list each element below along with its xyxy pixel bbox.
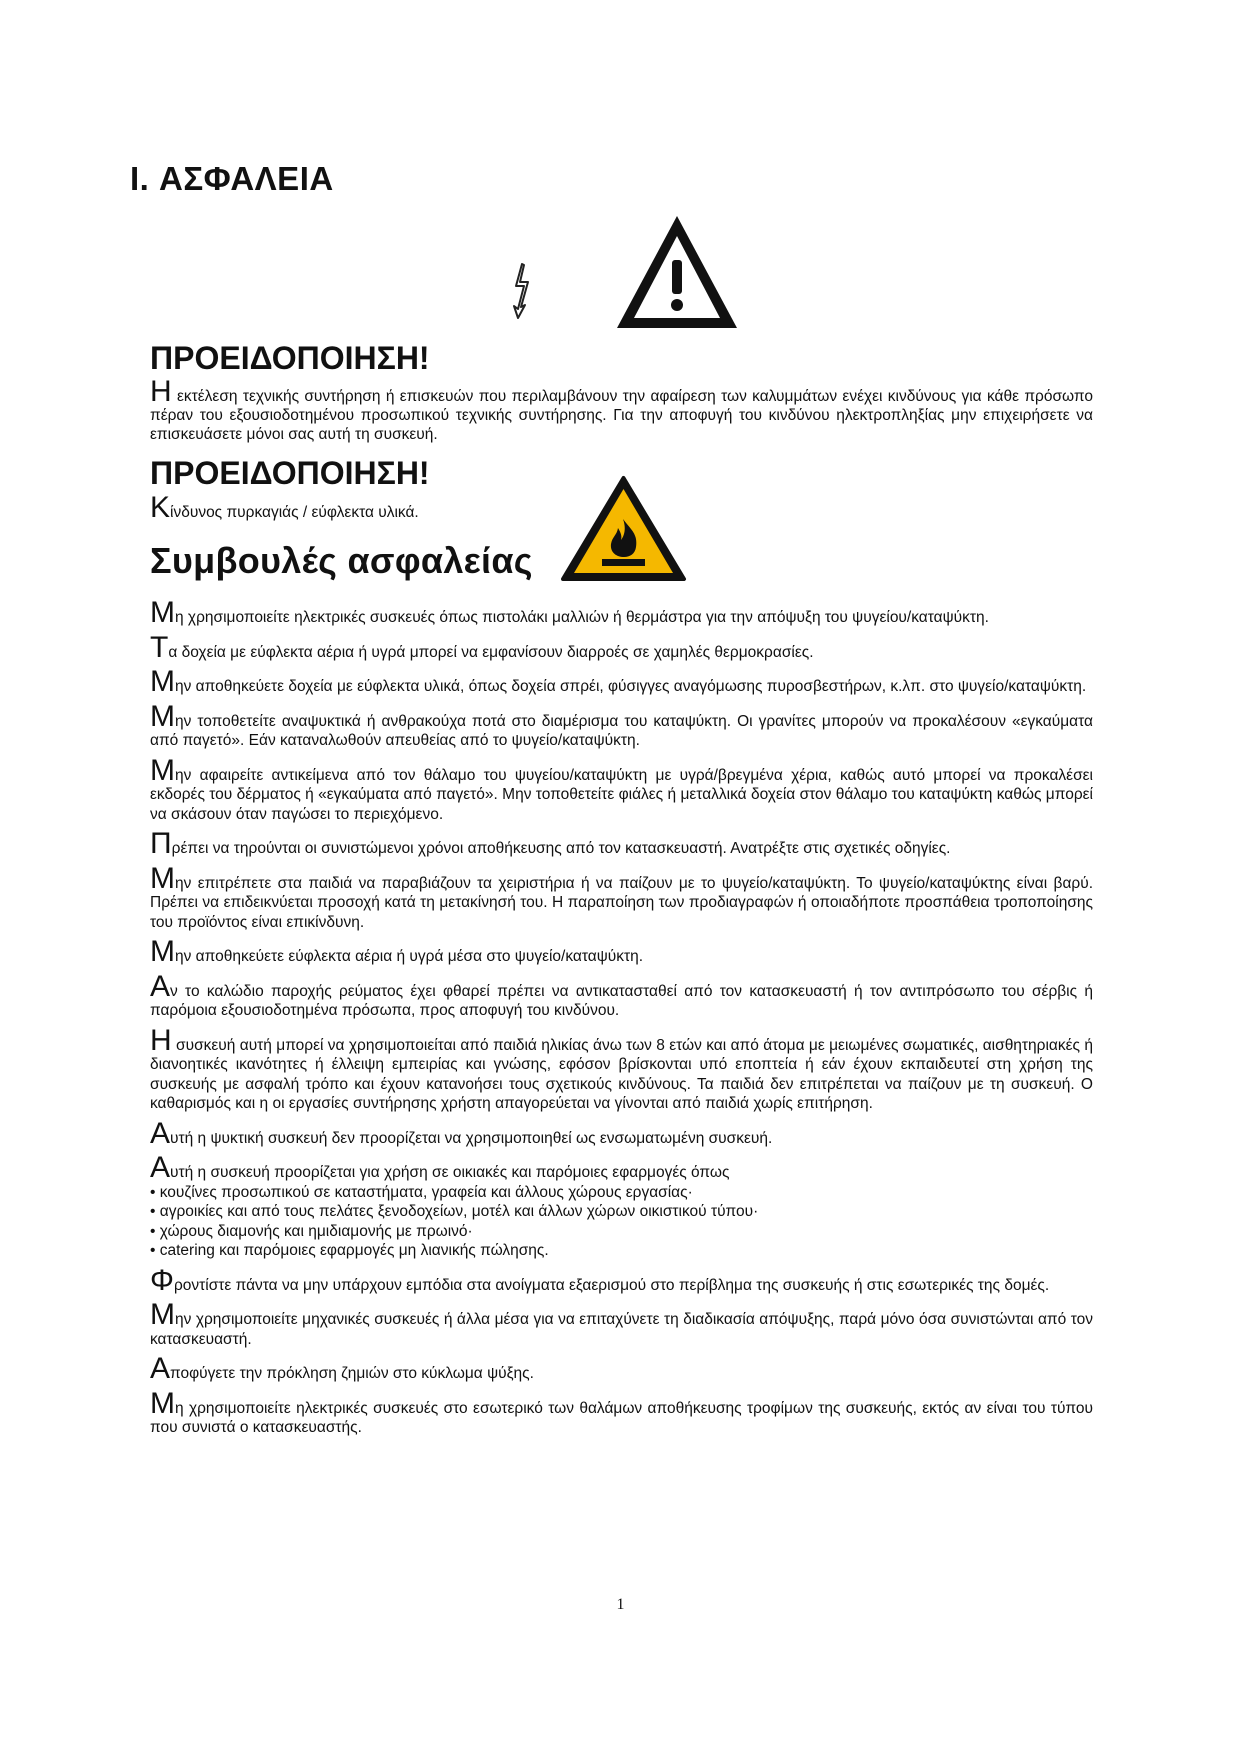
page-number: 1 xyxy=(616,1596,625,1613)
bullet-item: • κουζίνες προσωπικού σε καταστήματα, γραφεία και άλλους χώρους εργασίας· xyxy=(150,1183,1093,1203)
tip-item: Μη χρησιμοποιείτε ηλεκτρικές συσκευές όπως πιστολάκι μαλλιών ή θερμάστρα για την απόψυξη του ψυγείου/καταψύκτη. xyxy=(150,596,989,629)
warning-body-1: εκτέλεση τεχνικής συντήρηση ή επισκευών που περιλαμβάνουν την αφαίρεση των καλυμμάτων ενέχει κινδύνους για κάθε πρόσωπο πέραν του εξουσιοδοτημένου προσωπικού τεχνικής συντήρησης. Για την αποφυγή του κινδύνου ηλεκτροπληξίας μην επιχειρήσετε να επισκευάσετε μόνοι σας αυτή τη συσκευή. xyxy=(150,388,1093,443)
tip-item: Πρέπει να τηρούνται οι συνιστώμενοι χρόνοι αποθήκευσης από τον κατασκευαστή. Ανατρέξτε στις σχετικές οδηγίες. xyxy=(150,827,951,860)
tip-item: Μην αποθηκεύετε δοχεία με εύφλεκτα υλικά, όπως δοχεία σπρέι, φύσιγγες αναγόμωσης πυροσβεστήρων, κ.λπ. στο ψυγείο/καταψύκτη. xyxy=(150,665,1087,698)
warning-title-1: ΠΡΟΕΙΔΟΠΟΙΗΣΗ! xyxy=(150,340,430,376)
warning-body-2: ίνδυνος πυρκαγιάς / εύφλεκτα υλικά. xyxy=(170,504,419,521)
tip-item: Μην αποθηκεύετε εύφλεκτα αέρια ή υγρά μέσα στο ψυγείο/καταψύκτη. xyxy=(150,935,644,968)
tip-item: Αυτή η ψυκτική συσκευή δεν προορίζεται να χρησιμοποιηθεί ως ενσωματωμένη συσκευή. xyxy=(150,1116,773,1150)
safety-tips-list xyxy=(150,596,1093,1448)
tip-item: Μη χρησιμοποιείτε ηλεκτρικές συσκευές στο εσωτερικό των θαλάμων αποθήκευσης τροφίμων της συσκευής, εκτός αν είναι του τύπου που συνιστά ο κατασκευαστής. xyxy=(150,1386,1093,1436)
section-title: I. ΑΣΦΑΛΕΙΑ xyxy=(130,160,334,197)
tip-item: Μην τοποθετείτε αναψυκτικά ή ανθρακούχα ποτά στο διαμέρισμα του καταψύκτη. Οι γρανίτες μπορούν να προκαλέσουν «εγκαύματα από παγετό». Εάν καταναλωθούν απευθείας από το ψυγείο/καταψύκτη. xyxy=(150,699,1093,749)
tip-item: Αποφύγετε την πρόκληση ζημιών στο κύκλωμα ψύξης. xyxy=(150,1352,534,1385)
warning-initial-2: Κ xyxy=(150,491,171,524)
bullet-item: • χώρους διαμονής και ημιδιαμονής με πρωινό· xyxy=(150,1222,1093,1242)
tip-item: Η συσκευή αυτή μπορεί να χρησιμοποιείται από παιδιά ηλικίας άνω των 8 ετών και από άτομα με μειωμένες σωματικές, αισθητηριακές ή διανοητικές ικανότητες ή έλλειψη εμπειρίας και γνώσης, εφόσον βρίσκονται υπό εποπτεία ή εάν έχουν εκπαιδευτεί στη χρήση της συσκευής με ασφαλή τρόπο και έχουν κατανοήσει τους σχετικούς κινδύνους. Τα παιδιά δεν επιτρέπεται να παίζουν με τη συσκευή. Ο καθαρισμός και η οι εργασίες συντήρησης χρήστη απαγορεύεται να γίνονται από παιδιά χωρίς επιτήρηση. xyxy=(150,1023,1093,1112)
usage-bullet-list xyxy=(150,1183,1093,1261)
warning-text-1 xyxy=(150,375,1093,444)
tip-item: Φροντίστε πάντα να μην υπάρχουν εμπόδια στα ανοίγματα εξαερισμού στο περίβλημα της συσκευής ή στις εσωτερικές της δομές. xyxy=(150,1263,1050,1297)
tip-item-with-bullets: Αυτή η συσκευή προορίζεται για χρήση σε οικιακές και παρόμοιες εφαρμογές όπως • κουζίνες προσωπικού σε καταστήματα, γραφεία και άλλους χώρους εργασίας· • αγροικίες και από τους πελάτες ξενοδοχείων, μοτέλ και άλλων χώρων οικιστικού τύπου· • χώρους διαμονής και ημιδιαμονής με πρωινό· • catering και παρόμοιες εφαρμογές μη λιανικής πώλησης. xyxy=(150,1158,1093,1261)
high-voltage-bolt-icon xyxy=(509,262,533,320)
safety-tips-title: Συμβουλές ασφαλείας xyxy=(150,540,533,581)
warning-title-2: ΠΡΟΕΙΔΟΠΟΙΗΣΗ! xyxy=(150,455,430,491)
bullet-item: • catering και παρόμοιες εφαρμογές μη λιανικής πώλησης. xyxy=(150,1241,1093,1261)
tip-item: Μην χρησιμοποιείτε μηχανικές συσκευές ή άλλα μέσα για να επιταχύνετε τη διαδικασία απόψυξης, παρά μόνο όσα συνιστώνται από τον κατασκευαστή. xyxy=(150,1298,1093,1348)
tip-item: Τα δοχεία με εύφλεκτα αέρια ή υγρά μπορεί να εμφανίσουν διαρροές σε χαμηλές θερμοκρασίες. xyxy=(150,630,814,664)
flammable-hazard-icon xyxy=(560,475,687,583)
tip-item: Αν το καλώδιο παροχής ρεύματος έχει φθαρεί πρέπει να αντικατασταθεί από τον κατασκευαστή ή τον αντιπρόσωπο του σέρβις ή παρόμοια εξουσιοδοτημένα πρόσωπα, προς αποφυγή του κινδύνου. xyxy=(150,969,1093,1019)
tip-item: Μην αφαιρείτε αντικείμενα από τον θάλαμο του ψυγείου/καταψύκτη με υγρά/βρεγμένα χέρια, καθώς αυτό μπορεί να προκαλέσει εκδορές του δέρματος ή «εγκαύματα από παγετό». Μην τοποθετείτε φιάλες ή μεταλλικά δοχεία στον θάλαμο του καταψύκτη καθώς μπορεί να σκάσουν όταν παγώσει το περιεχόμενο. xyxy=(150,753,1093,823)
bullet-item: • αγροικίες και από τους πελάτες ξενοδοχείων, μοτέλ και άλλων χώρων οικιστικού τύπου· xyxy=(150,1202,1093,1222)
tip-item: Μην επιτρέπετε στα παιδιά να παραβιάζουν τα χειριστήρια ή να παίζουν με το ψυγείο/καταψύκτη. Το ψυγείο/καταψύκτης είναι βαρύ. Πρέπει να επιδεικνύεται προσοχή κατά τη μετακίνησή του. Η παραποίηση των προδιαγραφών ή οποιαδήποτε προσπάθεια τροποποίησης του προϊόντος είναι επικίνδυνη. xyxy=(150,861,1093,931)
warning-initial-1: Η xyxy=(150,375,172,408)
warning-triangle-icon xyxy=(613,210,741,334)
